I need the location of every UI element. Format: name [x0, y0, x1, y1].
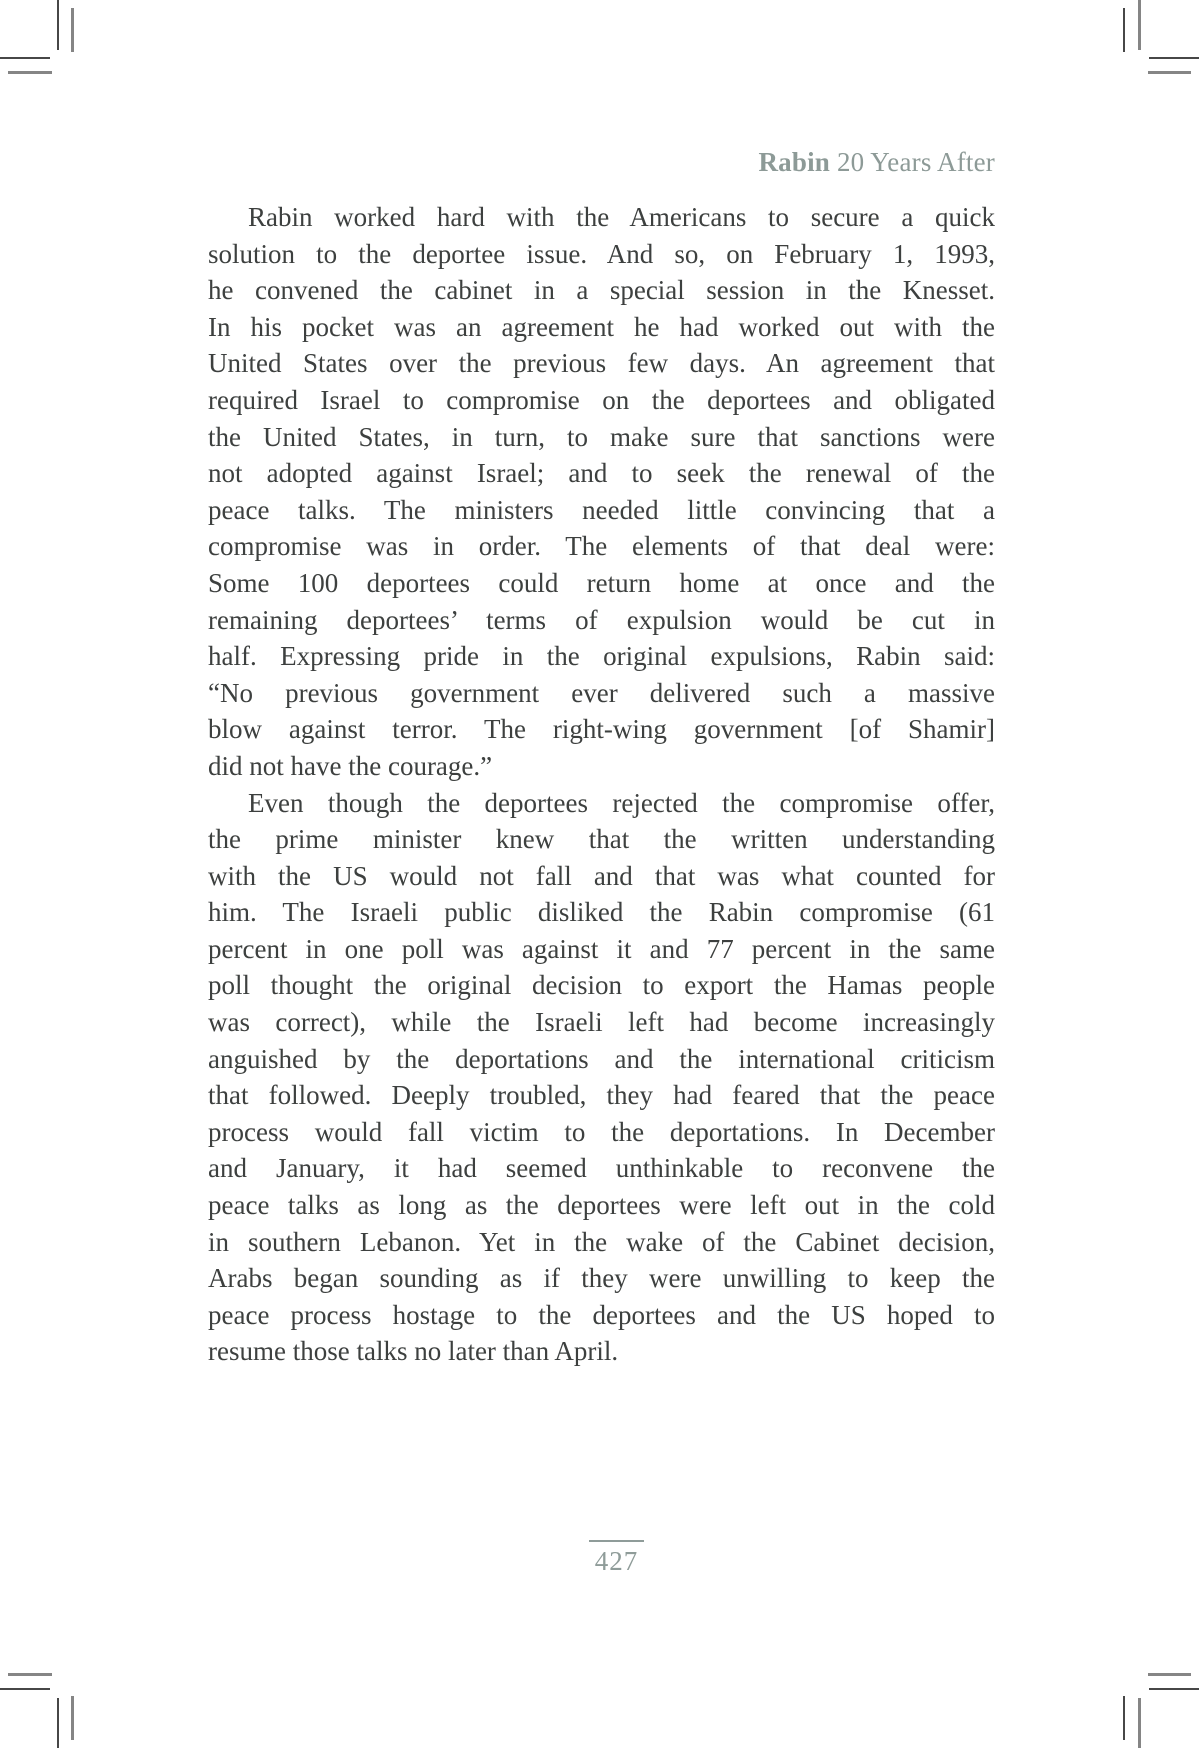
- paragraph: [208, 785, 995, 1371]
- crop-mark-top-left-horizontal-outer: [0, 57, 50, 59]
- running-header-book-title: Rabin: [758, 147, 830, 177]
- text-line: Even though the deportees rejected the compromise offer,: [248, 787, 995, 818]
- text-line: blow against terror. The right-wing government [of Shamir]: [208, 714, 995, 745]
- text-line: required Israel to compromise on the deportees and obligated: [208, 384, 995, 415]
- crop-mark-bottom-left-horizontal-outer: [0, 1688, 50, 1690]
- text-line: he convened the cabinet in a special session in the Knesset.: [208, 275, 995, 306]
- crop-mark-bottom-right-horizontal-outer: [1149, 1688, 1199, 1690]
- crop-mark-top-left-vertical-outer: [57, 0, 59, 50]
- crop-mark-bottom-right-vertical-outer: [1138, 1698, 1141, 1748]
- text-line: “No previous government ever delivered such a massive: [208, 677, 995, 708]
- text-line: half. Expressing pride in the original expulsions, Rabin said:: [208, 641, 995, 672]
- crop-mark-bottom-left-vertical-outer: [57, 1698, 59, 1748]
- crop-mark-bottom-right-vertical-inner: [1123, 1696, 1125, 1740]
- text-line: peace talks as long as the deportees were left out in the cold: [208, 1190, 995, 1221]
- text-line: the United States, in turn, to make sure that sanctions were: [208, 421, 995, 452]
- crop-mark-bottom-left-vertical-inner: [71, 1696, 74, 1740]
- crop-mark-top-left-horizontal-inner: [8, 71, 52, 74]
- crop-mark-top-right-vertical-inner: [1123, 8, 1125, 52]
- text-line: in southern Lebanon. Yet in the wake of the Cabinet decision,: [208, 1226, 995, 1257]
- crop-mark-top-left-vertical-inner: [71, 8, 74, 52]
- page-number: 427: [589, 1540, 645, 1577]
- page-body-text: [208, 199, 995, 1370]
- crop-mark-top-right-vertical-outer: [1138, 0, 1141, 50]
- crop-mark-top-right-horizontal-inner: [1148, 71, 1191, 74]
- text-line: that followed. Deeply troubled, they had feared that the peace: [208, 1080, 995, 1111]
- text-line: the prime minister knew that the written understanding: [208, 824, 995, 855]
- crop-mark-bottom-right-horizontal-inner: [1148, 1673, 1191, 1676]
- text-line: solution to the deportee issue. And so, on February 1, 1993,: [208, 238, 995, 269]
- text-line: poll thought the original decision to export the Hamas people: [208, 970, 995, 1001]
- text-line: United States over the previous few days. An agreement that: [208, 348, 995, 379]
- text-line: and January, it had seemed unthinkable to reconvene the: [208, 1153, 995, 1184]
- text-line: did not have the courage.”: [208, 750, 493, 781]
- text-line: anguished by the deportations and the international criticism: [208, 1043, 995, 1074]
- text-line: resume those talks no later than April.: [208, 1336, 619, 1367]
- text-line: peace process hostage to the deportees and the US hoped to: [208, 1299, 995, 1330]
- running-header-subtitle: 20 Years After: [830, 147, 995, 177]
- crop-mark-bottom-left-horizontal-inner: [8, 1673, 52, 1676]
- text-line: remaining deportees’ terms of expulsion would be cut in: [208, 604, 995, 635]
- paragraph: [208, 199, 995, 785]
- text-line: him. The Israeli public disliked the Rabin compromise (61: [208, 897, 995, 928]
- folio-container: [208, 1540, 995, 1577]
- text-line: compromise was in order. The elements of that deal were:: [208, 531, 995, 562]
- text-line: not adopted against Israel; and to seek the renewal of the: [208, 458, 995, 489]
- text-line: was correct), while the Israeli left had become increasingly: [208, 1007, 995, 1038]
- running-header: [208, 146, 995, 178]
- crop-mark-top-right-horizontal-outer: [1149, 57, 1199, 59]
- text-line: with the US would not fall and that was what counted for: [208, 860, 995, 891]
- text-line: process would fall victim to the deportations. In December: [208, 1116, 995, 1147]
- text-line: Arabs began sounding as if they were unwilling to keep the: [208, 1263, 995, 1294]
- text-line: Rabin worked hard with the Americans to secure a quick: [248, 202, 995, 232]
- text-line: peace talks. The ministers needed little convincing that a: [208, 494, 995, 525]
- text-line: In his pocket was an agreement he had worked out with the: [208, 311, 995, 342]
- text-line: Some 100 deportees could return home at once and the: [208, 567, 995, 598]
- text-line: percent in one poll was against it and 77 percent in the same: [208, 933, 995, 964]
